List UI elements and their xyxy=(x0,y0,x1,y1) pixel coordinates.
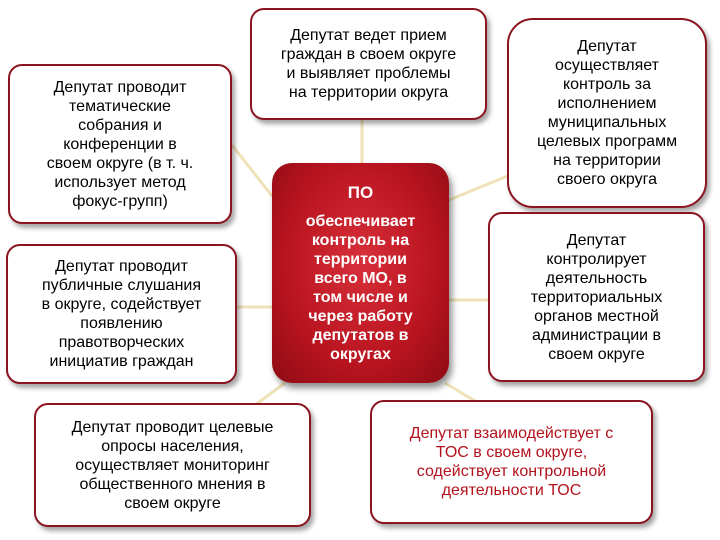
box-thematic-meetings-text: Депутат проводит тематические собрания и конференции в своем округе (в т. ч. использует метод фокус-групп) xyxy=(46,78,194,210)
connector-bottom-left xyxy=(255,383,285,405)
box-admin-control xyxy=(488,212,705,382)
center-box xyxy=(272,163,449,383)
box-public-hearings-text: Депутат проводит публичные слушания в округе, содействует появлению правотворческих инициатив граждан xyxy=(41,258,202,370)
box-public-hearings xyxy=(6,244,237,384)
box-program-control xyxy=(507,18,707,208)
box-tos-interaction xyxy=(370,400,653,524)
box-program-control-text: Депутат осуществляет контроль за исполнением муниципальных целевых программ на территории своего округа xyxy=(536,38,678,188)
connector-top-right xyxy=(449,175,510,200)
box-reception-text: Депутат ведет прием граждан в своем округе и выявляет проблемы на территории округа xyxy=(280,27,457,101)
center-title: ПО xyxy=(347,182,374,202)
box-thematic-meetings xyxy=(8,64,232,224)
box-admin-control-text: Депутат контролирует деятельность территориальных органов местной администрации в своем округе xyxy=(530,231,663,363)
box-tos-interaction-text: Депутат взаимодействует с ТОС в своем округе, содействует контрольной деятельности ТОС xyxy=(409,425,614,499)
box-reception xyxy=(250,8,487,120)
box-surveys xyxy=(34,403,311,527)
connector-top-left xyxy=(232,145,272,196)
box-surveys-text: Депутат проводит целевые опросы населения, осуществляет мониторинг общественного мнения в своем округе xyxy=(71,418,274,512)
center-text: обеспечивает контроль на территории всего МО, в том числе и через работу депутатов в округах xyxy=(305,212,416,363)
